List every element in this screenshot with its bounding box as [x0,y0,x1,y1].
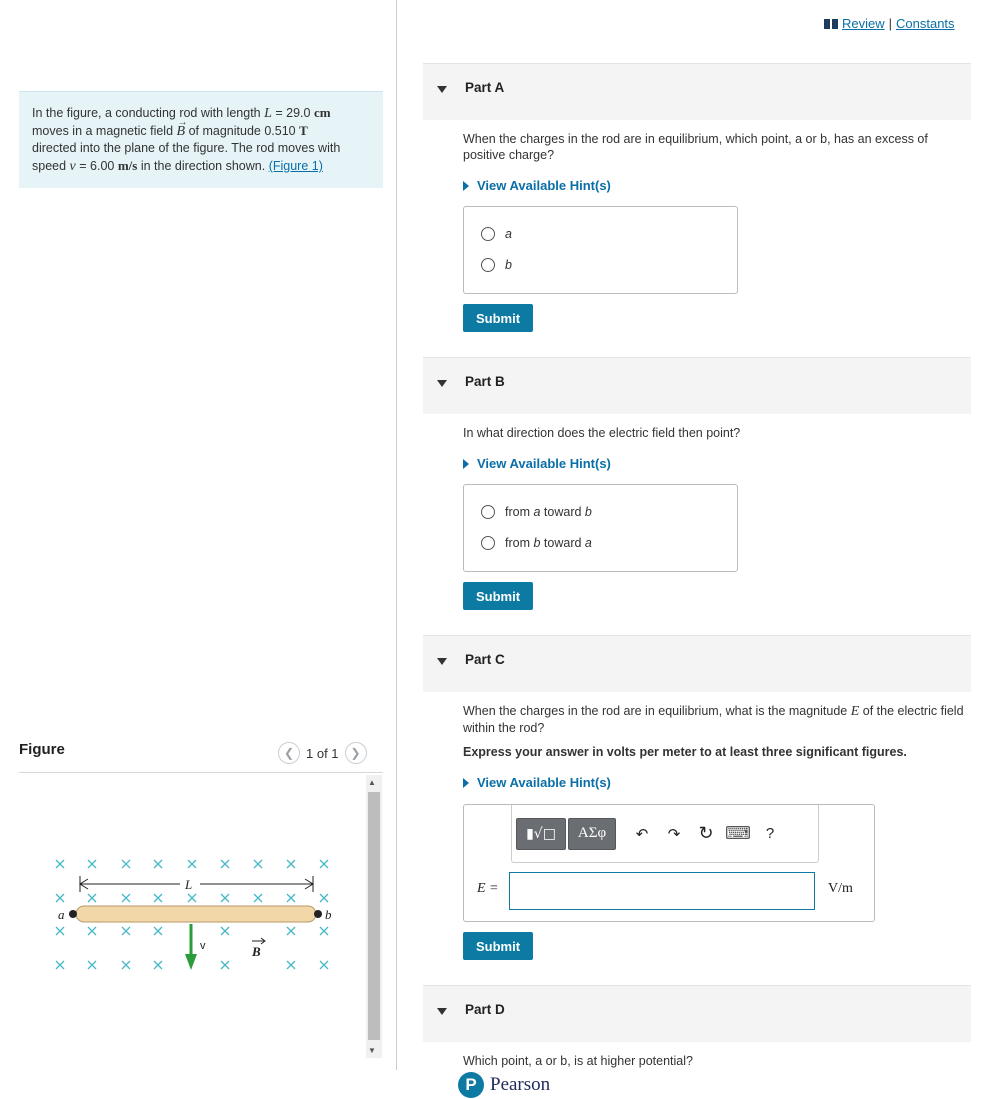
help-icon[interactable]: ? [765,825,775,842]
part-c-submit-button[interactable]: Submit [463,932,533,960]
hint-label: View Available Hint(s) [477,775,611,790]
part-b-title: Part B [465,374,505,389]
chevron-left-icon[interactable]: ❮ [278,742,300,764]
hint-label: View Available Hint(s) [477,456,611,471]
constants-link[interactable]: Constants [896,16,955,31]
velocity-arrow-head [185,954,197,970]
redo-icon[interactable]: ↷ [667,825,681,843]
part-d-header[interactable] [423,985,971,1042]
part-c-hint[interactable] [463,775,611,790]
part-a-title: Part A [465,80,505,95]
part-b-submit-button[interactable]: Submit [463,582,533,610]
part-d-title: Part D [465,1002,505,1017]
pearson-name: Pearson [490,1074,551,1095]
part-a-question: When the charges in the rod are in equilibrium, which point, a or b, has an excess of positive charge? [463,132,928,162]
choice-a-to-b[interactable] [481,505,592,519]
part-a-hint[interactable] [463,178,611,193]
part-a-header[interactable] [423,63,971,120]
figure-scrollbar-thumb[interactable] [368,792,380,1040]
point-b-dot [314,910,322,918]
e-label: E = [477,881,499,896]
choice-b-to-a[interactable] [481,536,592,550]
e-answer-input[interactable] [509,872,815,910]
label-v: v [200,940,206,952]
part-c-title: Part C [465,652,505,667]
scroll-up-icon[interactable]: ▲ [368,778,376,787]
length-dimension [80,876,313,892]
keyboard-icon[interactable]: ⌨ [725,823,751,844]
figure-link[interactable]: (Figure 1) [268,159,323,173]
scroll-down-icon[interactable]: ▼ [368,1046,376,1055]
hint-label: View Available Hint(s) [477,178,611,193]
radio-b-to-a[interactable] [481,536,495,550]
radio-a-to-b[interactable] [481,505,495,519]
math-B: → B [176,117,188,139]
collapse-triangle-icon [437,86,447,93]
v-value: 6.00 [90,159,115,173]
choice-b-to-a-label: from b toward a [505,536,592,550]
chevron-right-icon[interactable]: ❯ [345,742,367,764]
link-separator: | [888,16,893,31]
collapse-triangle-icon [437,658,447,665]
undo-icon[interactable]: ↶ [635,825,649,843]
expand-triangle-icon [463,459,469,469]
math-eq: = [271,106,287,120]
choice-b-label: b [505,258,512,272]
pearson-logo-icon: P [458,1072,484,1098]
label-B: B [252,944,261,959]
intro-text: In the figure, a conducting rod with length [32,106,261,120]
B-unit: T [299,123,308,138]
part-b-question: In what direction does the electric field then point? [463,426,741,440]
math-E: E [850,704,860,719]
radio-a[interactable] [481,227,495,241]
problem-intro: In the figure, a conducting rod with length L = 29.0 cm moves in a magnetic field → B of magnitude 0.510 T directed into the plane of the figure. The rod moves with speed v = 6.00 m/s in the direction shown. (Figure 1) [19,91,383,188]
radio-b[interactable] [481,258,495,272]
choice-a[interactable] [481,227,512,241]
part-b-choices [463,484,738,572]
part-b-hint[interactable] [463,456,611,471]
templates-button[interactable]: ▮√□ [516,818,566,850]
collapse-triangle-icon [437,1008,447,1015]
greek-symbols-button[interactable]: ΑΣφ [568,818,616,850]
top-links [824,16,955,31]
intro-text: of magnitude 0.510 [188,124,296,138]
label-a: a [58,907,65,922]
part-c-question: When the charges in the rod are in equilibrium, what is the magnitude E of the electric field within the rod? [463,704,964,735]
figure-diagram [40,850,350,980]
part-a-submit-button[interactable]: Submit [463,304,533,332]
part-a-choices [463,206,738,294]
expand-triangle-icon [463,181,469,191]
math-B-symbol: B [176,124,186,139]
part-c-answer-box [463,804,875,922]
figure-divider [19,772,383,773]
v-unit: m/s [117,158,138,173]
figure-pager [278,741,367,765]
choice-b[interactable] [481,258,512,272]
intro-text: directed into the plane of the figure. The rod moves with [32,141,341,155]
part-d-question: Which point, a or b, is at higher potential? [463,1054,693,1068]
pane-divider [396,0,397,1070]
label-b: b [325,907,332,922]
conducting-rod [76,906,316,922]
e-unit: V/m [828,881,853,896]
x-row-2 [56,894,328,902]
label-L: L [185,877,193,892]
intro-text: moves in a magnetic field [32,124,174,138]
expand-triangle-icon [463,778,469,788]
review-link[interactable]: Review [842,16,885,31]
collapse-triangle-icon [437,380,447,387]
part-b-header[interactable] [423,357,971,414]
L-value: 29.0 [286,106,311,120]
part-c-header[interactable] [423,635,971,692]
intro-text: speed [32,159,67,173]
choice-a-to-b-label: from a toward b [505,505,592,519]
x-row-1 [56,860,328,868]
choice-a-label: a [505,227,512,241]
L-unit: cm [313,105,331,120]
intro-text: in the direction shown. [140,159,266,173]
pearson-brand [458,1072,550,1098]
figure-heading: Figure [19,741,65,758]
reset-icon[interactable]: ↻ [698,823,714,843]
pager-text: 1 of 1 [306,745,339,761]
math-L: L [264,106,272,121]
math-toolbar [511,805,819,863]
book-icon [824,19,838,29]
point-a-dot [69,910,77,918]
math-v: v [69,159,76,174]
part-c-instruction: Express your answer in volts per meter to at least three significant figures. [463,745,907,759]
